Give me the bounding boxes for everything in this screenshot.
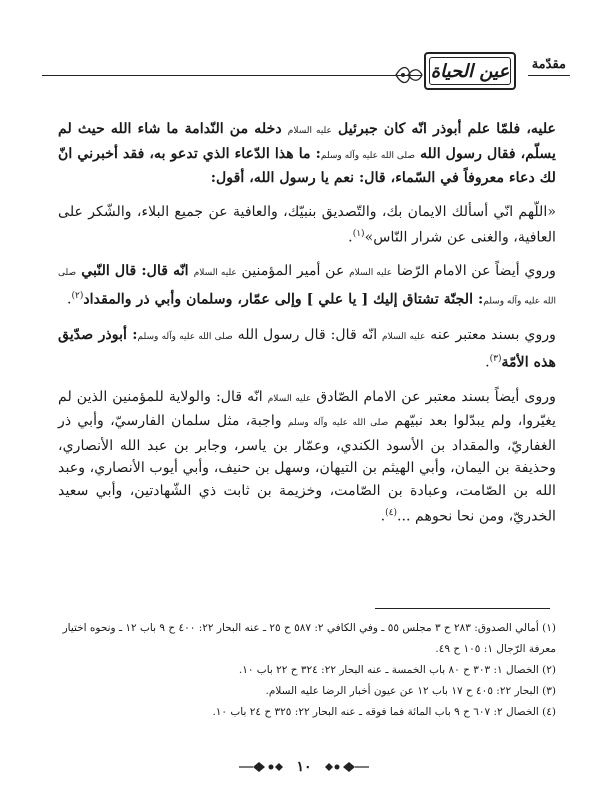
section-title: مقدّمة	[531, 57, 566, 72]
book-title-box	[424, 52, 516, 90]
paragraph-1	[58, 118, 556, 190]
page-footer	[0, 756, 608, 776]
paragraph-2	[58, 201, 556, 250]
text-run: .	[380, 508, 386, 525]
page-ornament-left-icon	[239, 760, 285, 774]
honorific: عليه السلام	[382, 331, 426, 342]
text-run: عليه، فلمّا علم أبوذر انّه كان جبرئيل	[331, 121, 556, 137]
book-title: عين الحياة	[430, 60, 510, 82]
text-run: عن أمير المؤمنين	[236, 263, 350, 280]
text-run: .	[348, 229, 353, 246]
text-run: انّه قال: قال رسول الله	[232, 326, 383, 343]
page-ornament-right-icon	[323, 760, 369, 774]
text-run: .	[66, 291, 72, 308]
footnotes	[58, 618, 556, 723]
text-run: انّه قال: قال النّبي	[76, 263, 194, 280]
paragraph-5	[58, 386, 556, 529]
paragraph-4	[58, 324, 556, 375]
text-run: وروى أيضاً بسند معتبر عن الامام الصّادق	[311, 388, 557, 405]
text-run: واجبة، مثل سلمان الفارسيّ، وأبي ذر الغفاريّ، والمقداد بن الأسود الكندي، وعمّار بن ياسر، وجابر بن عبد الله الأنصاري، وحذيفة بن اليمان، وأبي الهيثم بن التيهان، وسهل بن حنيف، وأبي أيوب الأنصاري، وعبد الله بن الصّامت، وعبادة بن الصّامت، وخزيمة بن ثابت ذي الشّهادتين، وأبي سعيد الخدريّ، ومن نحا نحوهم ...	[58, 413, 556, 525]
honorific: صلى الله عليه وآله وسلم	[137, 331, 233, 342]
header-rule	[42, 75, 422, 76]
honorific: عليه السلام	[193, 268, 237, 279]
footnote-separator	[375, 608, 550, 609]
main-text	[58, 118, 556, 539]
footnote-4: (٤) الخصال ٢: ٦٠٧ ح ٩ باب المائة فما فوقه ـ عنه البحار ٢٢: ٣٢٥ ح ٢٤ باب ١٠.	[212, 706, 556, 718]
footnote-ref: (١)	[352, 229, 365, 239]
page-header	[42, 46, 566, 90]
footnote-2: (٢) الخصال ١: ٣٠٣ ح ٨٠ باب الخمسة ـ عنه البحار ٢٢: ٣٢٤ ح ٢٢ باب ١٠.	[238, 664, 556, 676]
text-run: «اللّهم انّي أسألك الايمان بك، والتّصديق بنبيّك، والعافية عن جميع البلاء، والشّكر على العافية، والغنى عن شرار النّاس»	[58, 203, 556, 246]
honorific: صلى الله عليه وآله وسلم	[287, 418, 389, 429]
paragraph-3	[58, 260, 556, 313]
text-run: وروي بسند معتبر عنه	[425, 326, 557, 343]
text-run: : أبوذر صدّيق هذه الأمّة	[58, 326, 556, 372]
footnote-3: (٣) البحار ٢٢: ٤٠٥ ح ١٧ باب ١٢ عن عيون أخبار الرضا عليه السلام.	[265, 685, 556, 697]
text-run: وروي أيضاً عن الامام الرّضا	[392, 263, 557, 280]
honorific: عليه السلام	[287, 126, 332, 136]
footnote-ref: (٣)	[489, 354, 502, 365]
honorific: صلى الله عليه وآله وسلم	[58, 268, 556, 307]
footnote-ref: (٤)	[385, 508, 397, 519]
footnote-ref: (٢)	[71, 290, 84, 301]
footnote-1: (١) أمالي الصدوق: ٢٨٣ ح ٣ مجلس ٥٥ ـ وفي الكافي ٢: ٥٨٧ ح ٢٥ ـ عنه البحار ٢٢: ٤٠٠ ح ٩ باب ١٢ ـ ونحوه اختيار معرفة الرّجال ١: ١٠٥ ح ٤٩.	[62, 622, 556, 655]
honorific: صلى الله عليه وآله وسلم	[320, 150, 416, 161]
page-number: ١٠	[296, 758, 312, 775]
honorific: عليه السلام	[267, 393, 312, 404]
text-run: : الجنّة تشتاق إليك [ يا علي ] وإلى عمّار، وسلمان وأبي ذر والمقداد	[83, 291, 484, 308]
text-run: دخله من النّدامة ما شاء الله حيث لم يسلّم، فقال رسول الله	[58, 121, 556, 162]
honorific: عليه السلام	[349, 268, 393, 279]
text-run: .	[485, 355, 490, 372]
text-run: انّه قال: والولاية للمؤمنين الذين لم يغيّروا، ولم يبدّلوا بعد نبيّهم	[58, 388, 557, 430]
text-run: : ما هذا الدّعاء الذي تدعو به، فقد أخبرني انّ لك دعاء معروفاً في السّماء، قال: نعم يا رسول الله، أقول:	[58, 145, 556, 186]
